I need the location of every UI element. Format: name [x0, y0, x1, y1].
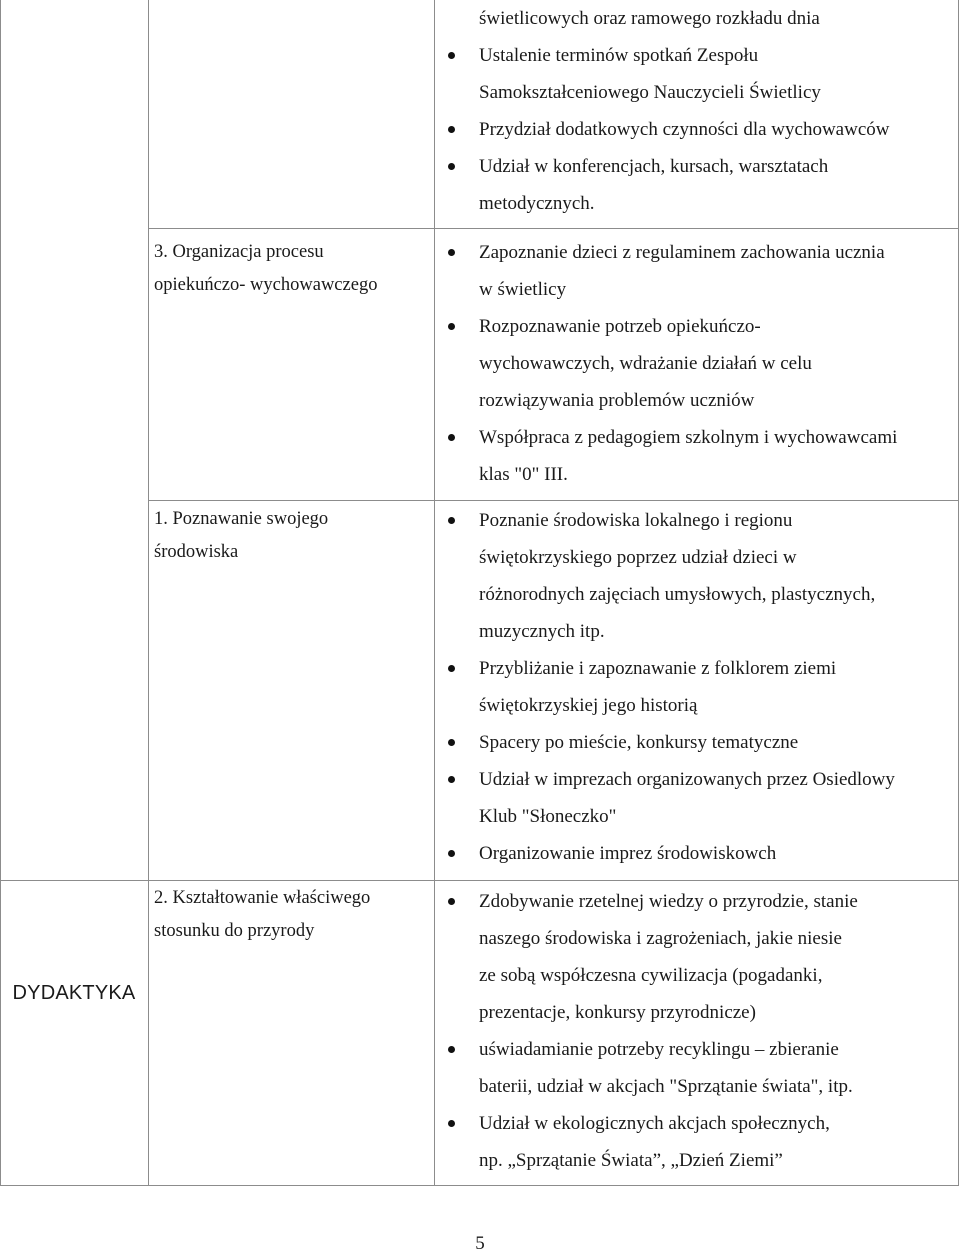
section-title-przyroda — [154, 882, 434, 948]
bullet-icon — [448, 517, 455, 524]
bullet-icon — [448, 739, 455, 746]
list-item-text: Współpraca z pedagogiem szkolnym i wychowawcami klas "0" III. — [479, 427, 898, 485]
list-item — [436, 1031, 958, 1105]
list-item-text: Spacery po mieście, konkursy tematyczne — [479, 732, 799, 753]
section-title-line: środowiska — [154, 542, 239, 562]
bullet-icon — [448, 1046, 455, 1053]
section-title-line: 1. Poznawanie swojego — [154, 509, 329, 529]
category-label: DYDAKTYKA — [12, 982, 136, 1004]
bullet-icon — [448, 434, 455, 441]
list-item — [436, 835, 958, 872]
list-item-text: Poznanie środowiska lokalnego i regionu świętokrzyskiego poprzez udział dzieci w różnorodnych zajęciach umysłowych, plastycznych, muzycznych itp. — [479, 510, 876, 642]
section-title-line: 2. Kształtowanie właściwego — [154, 888, 371, 908]
row-divider-przyroda — [0, 880, 959, 881]
list-item-text: Przybliżanie i zapoznawanie z folklorem ziemi świętokrzyskiej jego historią — [479, 658, 837, 716]
top-items-list — [436, 0, 958, 222]
list-item — [436, 883, 958, 1031]
bullet-icon — [448, 163, 455, 170]
list-item-text: Udział w konferencjach, kursach, warsztatach metodycznych. — [479, 156, 829, 214]
list-item-text: Ustalenie terminów spotkań Zespołu Samokształceniowego Nauczycieli Świetlicy — [479, 45, 821, 103]
list-item — [436, 37, 958, 111]
list-item-text: Zapoznanie dzieci z regulaminem zachowania ucznia w świetlicy — [479, 242, 885, 300]
list-item-text: Zdobywanie rzetelnej wiedzy o przyrodzie, stanie naszego środowiska i zagrożeniach, jakie niesie ze sobą współczesna cywilizacja (pogadanki, prezentacje, konkursy przyrodnicze) — [479, 891, 858, 1023]
list-item-text: Przydział dodatkowych czynności dla wychowawców — [479, 119, 890, 140]
bullet-icon — [448, 776, 455, 783]
list-item — [436, 308, 958, 419]
bullet-icon — [448, 323, 455, 330]
column-divider-section — [434, 0, 435, 1186]
column-divider-category — [148, 0, 149, 1186]
list-item — [436, 234, 958, 308]
row-divider-poznawanie — [148, 500, 959, 501]
section-title-organizacja — [154, 236, 434, 302]
bullet-icon — [448, 665, 455, 672]
table-border-left — [0, 0, 1, 1186]
list-item — [436, 761, 958, 835]
section-title-line: stosunku do przyrody — [154, 921, 315, 941]
section-title-line: opiekuńczo- wychowawczego — [154, 275, 378, 295]
page-number: 5 — [475, 1233, 485, 1254]
list-item-text: Udział w imprezach organizowanych przez Osiedlowy Klub "Słoneczko" — [479, 769, 895, 827]
section-items-przyroda — [436, 883, 958, 1179]
list-item — [436, 111, 958, 148]
list-item-text: uświadamianie potrzeby recyklingu – zbieranie baterii, udział w akcjach "Sprzątanie świata", itp. — [479, 1039, 853, 1097]
list-item — [436, 650, 958, 724]
bullet-icon — [448, 52, 455, 59]
list-item-text: Udział w ekologicznych akcjach społecznych, np. „Sprzątanie Świata”, „Dzień Ziemi” — [479, 1113, 830, 1171]
list-item-text: Organizowanie imprez środowiskowch — [479, 843, 777, 864]
list-item — [436, 148, 958, 222]
bullet-icon — [448, 850, 455, 857]
bullet-icon — [448, 249, 455, 256]
section-title-poznawanie — [154, 503, 434, 569]
section-title-line: 3. Organizacja procesu — [154, 242, 324, 262]
list-item — [436, 724, 958, 761]
row-divider-organizacja — [148, 228, 959, 229]
list-item-text: Rozpoznawanie potrzeb opiekuńczo- wychowawczych, wdrażanie działań w celu rozwiązywania problemów uczniów — [479, 316, 812, 411]
bullet-icon — [448, 1120, 455, 1127]
list-item — [436, 419, 958, 493]
list-item — [436, 502, 958, 650]
list-item — [436, 1105, 958, 1179]
section-items-poznawanie — [436, 502, 958, 872]
list-item-text: świetlicowych oraz ramowego rozkładu dnia — [479, 8, 820, 29]
section-items-organizacja — [436, 234, 958, 493]
bullet-icon — [448, 126, 455, 133]
list-item — [436, 0, 958, 37]
bullet-icon — [448, 898, 455, 905]
